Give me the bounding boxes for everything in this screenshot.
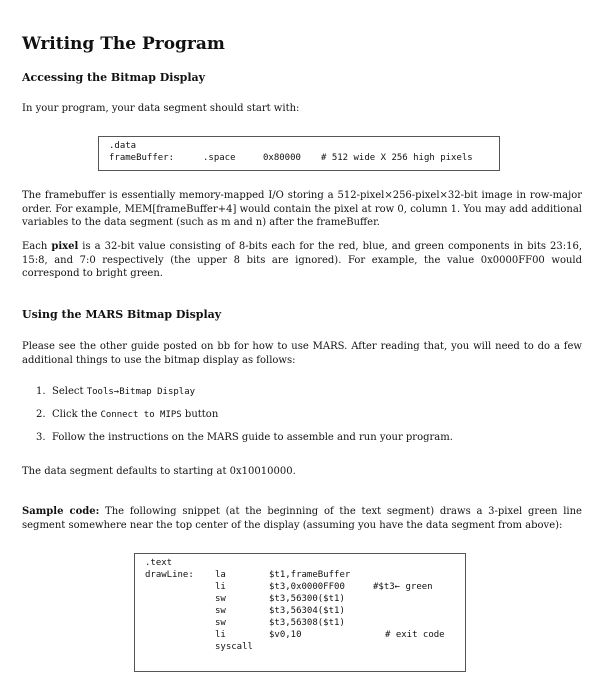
pixel-paragraph: Each pixel is a 32-bit value consisting of 8-bits each for the red, blue, and green components in bits 23:16, 15:8, and 7:0 respectively (the upper 8 bits are ignored). For example, the value 0x0000FF00 would correspond to bright green. [22, 241, 582, 279]
code-arg: $t1,frameBuffer [269, 570, 351, 580]
code-op: syscall [215, 642, 253, 652]
code-comment-green: #$t3← green [373, 582, 433, 592]
page-title: Writing The Program [22, 34, 225, 54]
connect-to-mips-label: Connect to MIPS [100, 410, 182, 420]
sample-code-paragraph: Sample code: The following snippet (at the beginning of the text segment) draws a 3-pixel green line segment somewhere near the top center of the display (assuming you have the data segment from above): [22, 506, 582, 531]
code-comment: # 512 wide X 256 high pixels [321, 153, 473, 163]
code-space-value: 0x80000 [263, 153, 301, 163]
code-arg: $t3,56308($t1) [269, 618, 345, 628]
code-op: li [215, 630, 226, 640]
pixel-term: pixel [51, 241, 79, 252]
code-arg: $v0,10 [269, 630, 302, 640]
code-data-directive: .data [109, 141, 137, 151]
code-op: sw [215, 618, 226, 628]
list-item: 3. Follow the instructions on the MARS guide to assemble and run your program. [36, 432, 453, 443]
list-item: 2. Click the Connect to MIPS button [36, 409, 219, 420]
tools-menu-path: Tools→Bitmap Display [86, 387, 196, 397]
section-heading-mars: Using the MARS Bitmap Display [22, 308, 222, 321]
section-heading-bitmap-display: Accessing the Bitmap Display [22, 71, 206, 84]
code-arg: $t3,56304($t1) [269, 606, 345, 616]
default-address-note: The data segment defaults to starting at 0x10010000. [22, 466, 296, 477]
data-segment-code-block [98, 136, 500, 171]
code-op: la [215, 570, 226, 580]
code-comment-exit: # exit code [385, 630, 445, 640]
intro-paragraph: In your program, your data segment should start with: [22, 103, 300, 114]
code-op: li [215, 582, 226, 592]
framebuffer-paragraph: The framebuffer is essentially memory-mapped I/O storing a 512-pixel×256-pixel×32-bit image in row-major order. For example, MEM[frameBuffer+4] would contain the pixel at row 0, column 1. You may add additional variables to the data segment (such as m and n) after the frameBuffer. [22, 190, 582, 228]
code-space-directive: .space [203, 153, 236, 163]
code-framebuffer-label: frameBuffer: [109, 153, 175, 163]
code-text-directive: .text [145, 558, 173, 568]
sample-code-label: Sample code: [22, 506, 100, 517]
code-drawline-label: drawLine: [145, 570, 194, 580]
code-op: sw [215, 606, 226, 616]
code-arg: $t3,0x0000FF00 [269, 582, 345, 592]
code-op: sw [215, 594, 226, 604]
mars-paragraph: Please see the other guide posted on bb for how to use MARS. After reading that, you will need to do a few additional things to use the bitmap display as follows: [22, 341, 582, 366]
list-item: 1. Select Tools→Bitmap Display [36, 386, 196, 397]
sample-code-block [134, 553, 466, 672]
code-arg: $t3,56300($t1) [269, 594, 345, 604]
